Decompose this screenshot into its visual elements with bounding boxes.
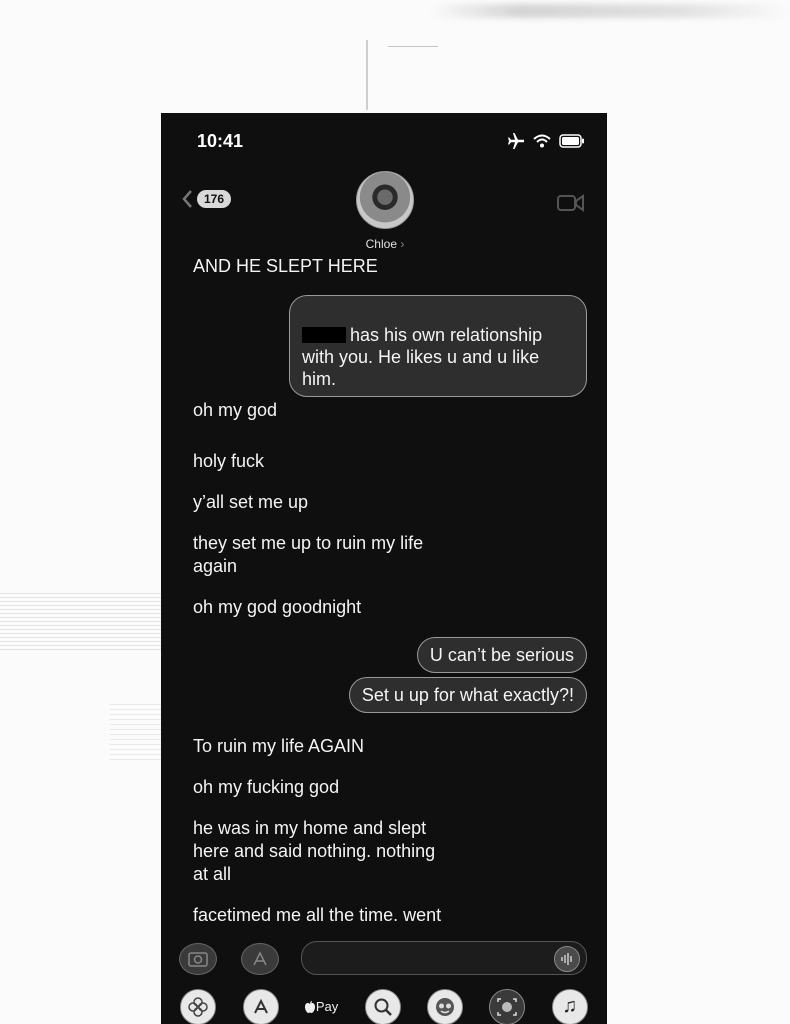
app-store-button[interactable] — [243, 989, 279, 1024]
input-bar — [161, 939, 607, 979]
message-outgoing: U can’t be serious — [417, 637, 587, 673]
scan-noise — [0, 590, 162, 650]
photos-app-button[interactable] — [180, 989, 216, 1024]
message-incoming: holy fuck — [193, 451, 265, 471]
apple-pay-button[interactable] — [305, 999, 338, 1014]
message-incoming: oh my god — [193, 400, 278, 420]
photos-icon — [187, 996, 209, 1018]
animoji-icon — [495, 996, 519, 1018]
camera-button[interactable] — [179, 943, 217, 975]
avatar[interactable] — [356, 171, 414, 229]
contact-header[interactable] — [355, 171, 415, 251]
contact-name-label: Chloe — [365, 237, 397, 251]
web-search-button[interactable] — [365, 989, 401, 1024]
airplane-icon — [507, 133, 525, 149]
status-icons — [507, 133, 585, 149]
audio-waveform-icon — [555, 947, 579, 971]
video-camera-icon[interactable] — [557, 193, 585, 218]
battery-icon — [559, 134, 585, 148]
camera-icon — [180, 944, 216, 974]
wifi-icon — [533, 134, 551, 148]
apple-pay-label: Pay — [315, 999, 339, 1014]
message-outgoing: Set u up for what exactly?! — [349, 677, 587, 713]
app-store-icon — [250, 996, 272, 1018]
contact-name[interactable] — [355, 237, 415, 251]
scan-mark — [366, 40, 368, 110]
phone-screen — [161, 113, 607, 1024]
message-incoming: y’all set me up — [193, 492, 309, 512]
message-incoming: facetimed me all the time. went — [193, 905, 442, 925]
back-button[interactable] — [181, 189, 231, 209]
scan-noise — [110, 700, 162, 760]
unread-count-badge: 176 — [197, 190, 231, 208]
message-incoming: they set me up to ruin my life again — [193, 533, 424, 576]
message-incoming: oh my god goodnight — [193, 597, 362, 617]
status-time: 10:41 — [197, 131, 244, 151]
redaction-block — [302, 327, 346, 343]
app-drawer — [161, 989, 607, 1024]
chevron-right-icon: › — [400, 237, 405, 251]
message-input[interactable] — [314, 948, 538, 967]
memoji-icon — [432, 996, 458, 1018]
memoji-button[interactable] — [427, 989, 463, 1024]
message-incoming: oh my fucking god — [193, 777, 340, 797]
message-text: has his own relationship with you. He likes u and u like him. — [302, 325, 543, 389]
music-app-button[interactable] — [552, 989, 588, 1024]
apple-pay-icon — [305, 1001, 315, 1013]
message-incoming: To ruin my life AGAIN — [193, 736, 365, 756]
music-icon: ♫ — [562, 995, 578, 1017]
message-incoming: he was in my home and slept here and said nothing. nothing at all — [193, 818, 436, 884]
scan-streak — [430, 4, 790, 18]
audio-record-button[interactable] — [554, 946, 580, 972]
chevron-left-icon — [181, 189, 193, 209]
app-store-icon — [242, 944, 278, 974]
scan-mark — [388, 46, 438, 47]
message-incoming: AND HE SLEPT HERE — [193, 256, 378, 276]
message-field[interactable] — [301, 941, 587, 975]
apps-button[interactable] — [241, 943, 279, 975]
message-outgoing — [289, 295, 587, 397]
animoji-button[interactable] — [489, 989, 525, 1024]
web-search-icon — [372, 996, 394, 1018]
